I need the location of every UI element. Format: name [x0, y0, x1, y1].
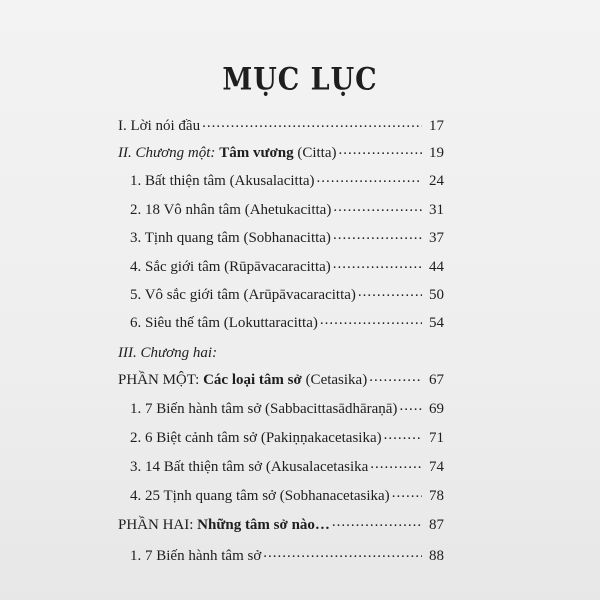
page-number: 17	[429, 118, 444, 134]
leader-dots	[370, 453, 422, 475]
leader-dots	[317, 167, 422, 189]
page-number: 69	[429, 401, 444, 417]
leader-dots	[333, 253, 422, 275]
page-number: 19	[429, 145, 444, 161]
part-title: Những tâm sở nào…	[197, 517, 330, 533]
page-number: 31	[429, 202, 444, 218]
toc-entry: 2. 18 Vô nhân tâm (Ahetukacitta) ..... 31	[130, 199, 444, 221]
chapter-subtitle: (Citta)	[297, 145, 337, 161]
page-number: 87	[429, 517, 444, 533]
toc-entry: 3. 14 Bất thiện tâm sở (Akusalacetasika ..... 74	[130, 456, 444, 478]
leader-dots	[384, 424, 422, 446]
page-number: 50	[429, 287, 444, 303]
page-title: MỤC LỤC	[222, 61, 378, 98]
toc-entry-chapter-one	[118, 142, 444, 164]
leader-dots	[358, 281, 422, 303]
page-number: 74	[429, 459, 444, 475]
part-prefix: PHẦN HAI:	[118, 517, 194, 533]
toc-entry: 1. 7 Biến hành tâm sở ..... 88	[130, 545, 444, 567]
page-number: 54	[429, 315, 444, 331]
toc-entry-part-two	[118, 514, 444, 536]
toc-entry: 4. Sắc giới tâm (Rūpāvacaracitta) ..... 44	[130, 256, 444, 278]
leader-dots	[202, 112, 422, 134]
leader-dots	[369, 366, 422, 388]
page-number: 71	[429, 430, 444, 446]
part-subtitle: (Cetasika)	[305, 372, 368, 388]
part-title: Các loại tâm sở	[203, 372, 302, 388]
toc-entry: 5. Vô sắc giới tâm (Arūpāvacaracitta) ..... 50	[130, 284, 444, 306]
leader-dots	[320, 309, 422, 331]
part-prefix: PHẦN MỘT:	[118, 372, 200, 388]
toc-entry-preface: I. Lời nói đầu ..... 17	[118, 115, 444, 137]
toc-entry: 6. Siêu thế tâm (Lokuttaracitta) ..... 54	[130, 312, 444, 334]
page-number: 37	[429, 230, 444, 246]
chapter-heading: III. Chương hai:	[118, 345, 218, 361]
leader-dots	[392, 482, 422, 504]
toc-entry: 4. 25 Tịnh quang tâm sở (Sobhanacetasika) ..... 78	[130, 485, 444, 507]
toc-entry: 1. 7 Biến hành tâm sở (Sabbacittasādhāraṇā) ..... 69	[130, 398, 444, 420]
leader-dots	[399, 395, 422, 417]
page-number: 67	[429, 372, 444, 388]
page-number: 24	[429, 173, 444, 189]
toc-entry-part-one	[118, 369, 444, 391]
toc-entry: 1. Bất thiện tâm (Akusalacitta) ..... 24	[130, 170, 444, 192]
chapter-title: Tâm vương	[219, 145, 294, 161]
toc-entry: 2. 6 Biệt cảnh tâm sở (Pakiṇṇakacetasika) ..... 71	[130, 427, 444, 449]
toc-entry: 3. Tịnh quang tâm (Sobhanacitta) ..... 37	[130, 227, 444, 249]
page-number: 78	[429, 488, 444, 504]
leader-dots	[333, 196, 422, 218]
leader-dots	[339, 139, 423, 161]
chapter-heading: II. Chương một:	[118, 145, 216, 161]
leader-dots	[332, 511, 422, 533]
toc-entry-chapter-two	[118, 342, 444, 364]
page-number: 88	[429, 548, 444, 564]
leader-dots	[263, 542, 422, 564]
leader-dots	[333, 224, 422, 246]
page-number: 44	[429, 259, 444, 275]
